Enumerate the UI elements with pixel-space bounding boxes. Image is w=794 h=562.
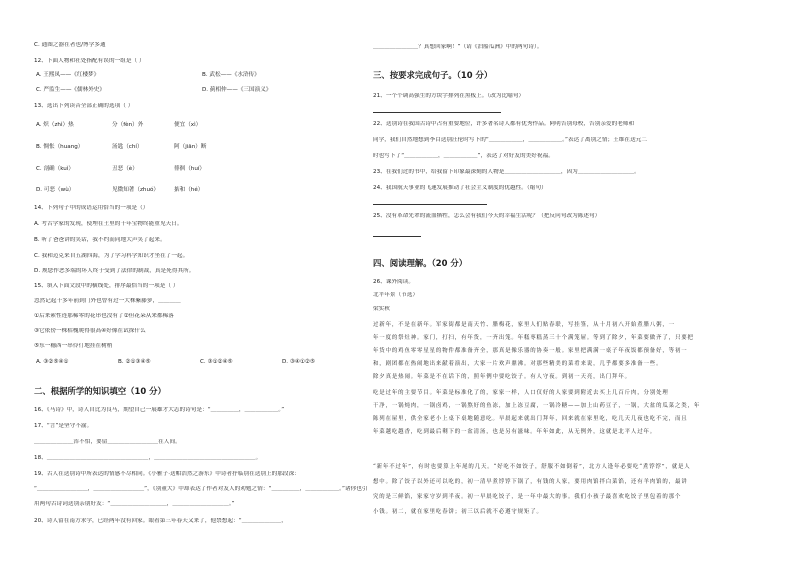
q13-c-2: 丑恶（è） [112, 166, 138, 172]
passage-p2-l2: 干净，一锅炖肉，一锅卤鸡，一锅熬好的鱼冻，加上冻豆腐，一锅冷糖——加上山药豆子，一锅，大盆的瓜菜之类，年 [373, 403, 701, 409]
passage-p3-l3: 究的是三鲜馅，家家守岁到半夜。初一早晨吃饺子，是一年中最大的事。我们小孩子最喜欢吃饺子里包着的那个 [373, 494, 682, 500]
passage-p2-l1: 吃是过年的主要节目。年菜是标准化了的，家家一样，人口仅好的人家要到附近去买上几百斤肉，分别处理 [373, 390, 669, 396]
q15-option-c[interactable]: C. ③①②④⑤ [200, 359, 233, 365]
passage-title: 北平年景（节选） [373, 292, 419, 298]
passage-p3-l4: 小钱。初二，就在家里吃春饼；初三以后就不必遵守规矩了。 [373, 509, 543, 515]
q14-option-b[interactable]: B. 听了爸爸讲的笑话，我不约而同地大声笑了起来。 [34, 237, 166, 243]
q15-sentence-3: ⑤东一穗西一串伶仃地挂在树梢 [34, 343, 113, 349]
q18[interactable]: 18、＿＿＿＿＿＿＿＿＿＿＿＿＿＿＿＿＿＿，＿＿＿＿＿＿＿＿＿＿＿＿＿＿＿＿＿＿。 [34, 455, 262, 461]
q12-option-b[interactable]: B. 武松——《水浒传》 [202, 72, 260, 78]
q13-c-1[interactable]: C. 剖确（kuì） [36, 166, 75, 172]
passage-p1-l4: 和，剧团都在热闹地出来献着演出，大家一片欢声鼎沸。对那些精美的菜肴来说，几乎都要多准备一些。 [373, 361, 663, 367]
q15-option-b[interactable]: B. ②①③④⑤ [118, 359, 151, 365]
q20[interactable]: 20、诗人留在南方求学，已经两年没有回家。眼看第三年春天又来了，他禁想起：“＿＿＿＿＿＿＿， [34, 518, 287, 524]
section-3-heading: 三、按要求完成句子。（10 分） [373, 70, 493, 80]
q14-option-c[interactable]: C. 我和迈克来自五湖四海，为了学习科学知识才坐在了一起。 [34, 253, 189, 259]
passage-p1-l2: 年一度的祭灶神。家门，打扫，有年货，一齐出笼。年糕枣糕蒸三十个满笼屉。等到了除夕，年菜要做齐了，只要把 [373, 335, 694, 341]
q21: 21、一个个调高强生的方块字排列在黑板上。（改为比喻句） [373, 93, 525, 99]
q16[interactable]: 16、《马诗》中，诗人自比为良马，期望自己一展雄才大志的诗句是：“＿＿＿＿＿，＿＿＿＿＿＿。” [34, 407, 285, 413]
q14-option-d[interactable]: D. 规您作恶多端的坏人终于受到了法律的制裁，真是死得其所。 [34, 268, 195, 274]
q12-stem: 12、下面人物和社处指配有误的一组是（ ） [34, 58, 145, 64]
passage-p1-l3: 年货中的鸡鱼零零星星的物件都准备齐全，那真是像乐器的协奏一般。家里把满满一桌子年夜饭都预备好，等初一 [373, 348, 688, 354]
q19-line-1: 19、古人在送别诗中所表达的情感不尽相同。《小雅子·送帕浩然之游东》中诗者抒临别在送别上的那段深： [34, 471, 300, 477]
q21-answer-line[interactable] [373, 112, 501, 113]
q14-stem: 14、下列句子中的成语运用恰当的一项是（） [34, 205, 149, 211]
q17: 17、“言”是坚守不渝。 [34, 423, 93, 429]
q13-b-1[interactable]: B. 惆怅（huang） [36, 144, 84, 150]
q13-a-2: 分（fèn）外 [112, 122, 144, 128]
q11-option-c: C. 通图之器在者也/博学多通 [34, 42, 106, 48]
q12-option-d[interactable]: D. 蓟相仲——《三国演义》 [202, 87, 272, 93]
passage-p2-l4: 年菜越吃越香，吃到最后剩下的一盆清汤，也是另有滋味。年年如此，从无例外，这就是北平人过年。 [373, 429, 657, 435]
passage-p3-l2: 想中。除了饺子以外还可以吃的，初一清早煮饽饽下锅了，有钱的人家，要用肉馅拌白菜馅，还有羊肉馅的，最讲 [373, 479, 688, 485]
passage-p1-l5: 除夕真是热闹。年菜是不在话下的，照年例中要吃饺子。有人守夜。到初一天亮，出门拜年。 [373, 374, 631, 380]
q13-a-3: 便宜（xì） [174, 122, 202, 128]
q15-option-d[interactable]: D. ③④①②⑤ [282, 359, 315, 365]
q12-option-a[interactable]: A. 王熙凤——《红楼梦》 [36, 72, 100, 78]
q13-b-3: 阿（jiān）断 [174, 144, 207, 150]
q15-stem: 15、填入下面文段中的横线处，排序最恰当的一项是（ ） [34, 283, 179, 289]
passage-p2-l3: 陈列在屋里，供全家老小上桌下桌地随意吃。早晨起来就出门拜年，回来就在家里吃，吃几天几夜也吃不完，而且 [373, 416, 688, 422]
q15-sentence-1: ①后来索性连那稀零的花串也没有了②但花朵从来都稀落 [34, 313, 174, 319]
q13-stem: 13、选出下列读音全部正确的选项（ ） [34, 103, 134, 109]
q15-text: 忽然记起十多年前到门外也曾有过一大株紫藤萝，＿＿＿＿ [34, 298, 181, 304]
q13-d-3: 掂和（hé） [174, 187, 204, 193]
q13-d-2: 见微知著（zhuó） [112, 187, 160, 193]
q24: 24、我国航天事业的飞速发展推动了社会主义制度的优越性。（缩句） [373, 185, 547, 191]
q13-a-1[interactable]: A. 炽（zhì）热 [36, 122, 74, 128]
q14-option-a[interactable]: A. 考古学家的发现，使埋在土里的千年宝物终能重见天日。 [34, 221, 183, 227]
q15-sentence-2: ③它依傍一株枯槐爬得很高④好像在试探什么 [34, 328, 146, 334]
q13-b-2: 汤匙（chí） [112, 144, 143, 150]
q13-c-3: 徘徊（huí） [174, 166, 206, 172]
section-2-heading: 二、根据所学的知识填空（10 分） [34, 386, 166, 396]
q17-blanks[interactable]: ＿＿＿＿＿＿＿浑不怕，要留＿＿＿＿＿＿＿＿＿在人间。 [34, 439, 181, 445]
q23[interactable]: 23、在我们过的书中，给我留下印象最深刻的人物是＿＿＿＿＿＿＿＿＿＿，因为＿＿＿＿＿＿＿＿＿＿。 [373, 169, 640, 175]
q13-d-1[interactable]: D. 可恶（wù） [36, 187, 75, 193]
q26: 26、课外阅读。 [373, 279, 415, 285]
q15-option-a[interactable]: A. ③②⑤④① [36, 359, 69, 365]
section-4-heading: 四、阅读理解。（20 分） [373, 258, 468, 268]
q22-line-2[interactable]: 同学，我们自然地想到李白送别汪伦时写下的“＿＿＿＿＿＿，＿＿＿＿＿＿。”表达了离别之情；王维在送元二 [373, 137, 647, 143]
q22-line-1: 22、送别诗在我国古诗中占有重要地位，许多著名诗人都有优秀作品。阿明告别母校，告别亲爱的老师和 [373, 121, 635, 127]
q25: 25、没有革命先辈的流血牺牲，怎么会有我们今天的幸福生活呢？（把反问句改为陈述句） [373, 213, 601, 219]
q25-answer-line[interactable] [373, 236, 421, 237]
q19-line-3[interactable]: 用两句古诗词送别亲朋好友：“＿＿＿＿＿＿＿＿＿＿，＿＿＿＿＿＿＿＿＿＿。” [34, 501, 235, 507]
passage-p3-l1: “新年不过年”，有时也要算上年尾的几天。“好吃不如饺子，舒服不如倒着”，北方人逢年必要吃“煮饽饽”，就是人 [373, 464, 691, 470]
q20-continued[interactable]: ＿＿＿＿＿＿＿＿？真想回家啊！”（请《泊船瓜洲》中的两句诗）。 [373, 44, 543, 50]
q22-line-3[interactable]: 时也写下了“＿＿＿＿＿＿，＿＿＿＿＿＿”，表达了对好友的美好祝福。 [373, 153, 554, 159]
q12-option-c[interactable]: C. 严监生——《儒林外史》 [36, 87, 105, 93]
q19-line-2[interactable]: “＿＿＿＿＿＿＿＿＿，＿＿＿＿＿＿＿＿＿”，《别董大》中却表达了作者对友人的劝勉之情：“＿＿＿＿＿，＿＿＿＿＿＿。”诸你也引 [34, 486, 368, 492]
q24-answer-line[interactable] [373, 204, 487, 205]
passage-p1-l1: 过新年，不是在新年。军家街都是南天竹、腊梅花，家里人们贴春联，写挂签，从十月初八开始煮腊八粥，一 [373, 322, 675, 328]
passage-author: 梁实秋 [373, 306, 390, 312]
